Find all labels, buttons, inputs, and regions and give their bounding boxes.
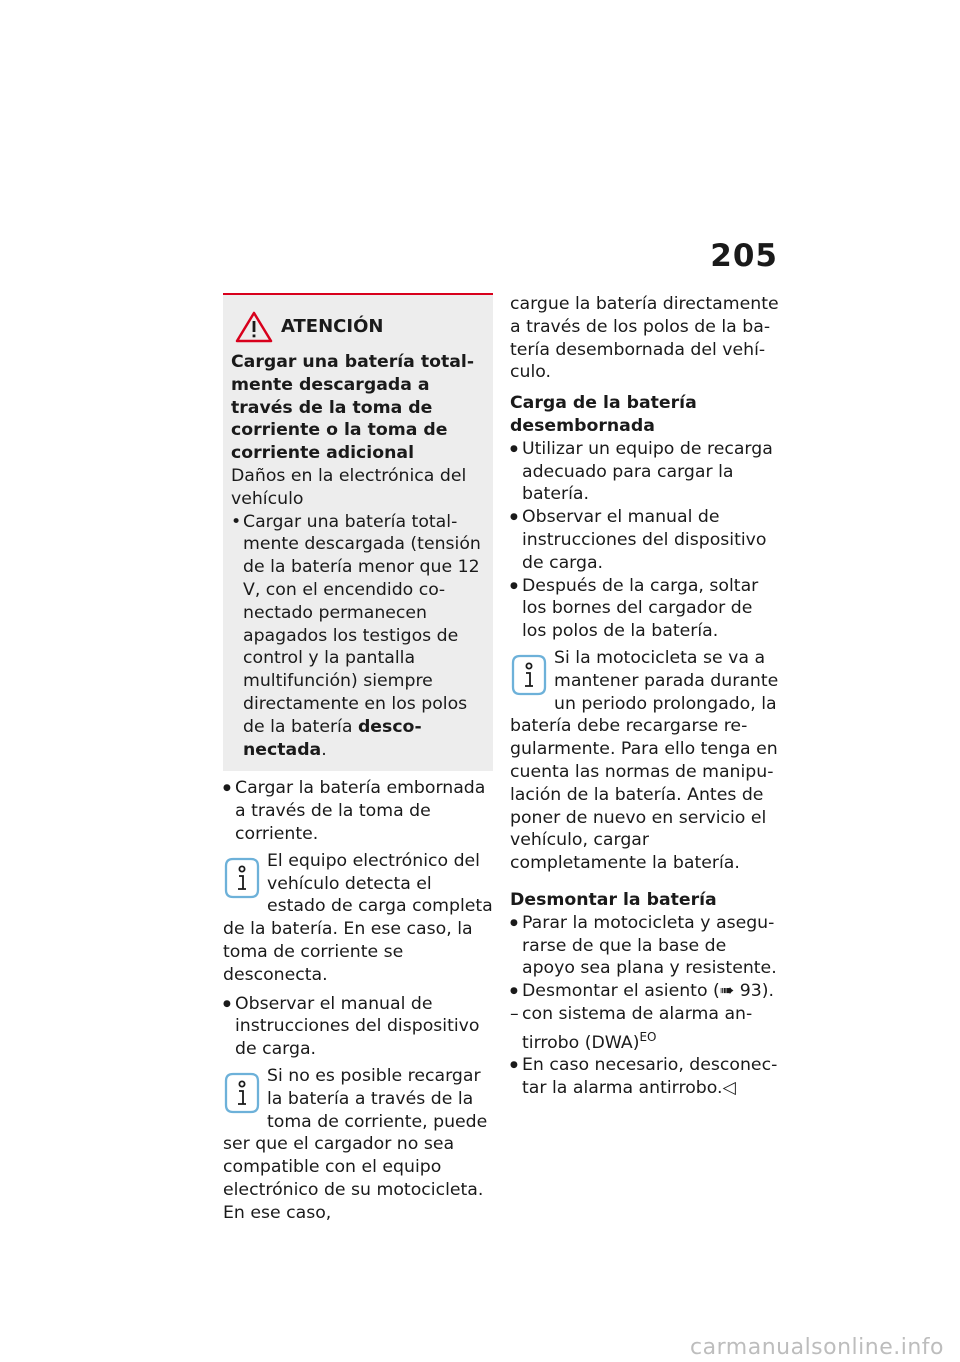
warning-triangle-icon	[235, 311, 273, 343]
info-icon	[223, 1071, 261, 1115]
warning-bullet	[231, 511, 485, 762]
list-item: ● Observar el manual de instrucciones del dispositivo de carga.	[223, 993, 493, 1061]
left-column	[223, 293, 493, 1230]
dash-list	[510, 1003, 780, 1054]
continued-text: cargue la batería directamente a través de los polos de la batería desembornada del vehículo.	[510, 294, 779, 383]
remove-bullets-2	[510, 1054, 780, 1100]
bullet-b-post: 93).	[734, 981, 774, 1002]
list-item: ● Parar la motocicleta y asegurarse de que la base de apoyo sea plana y resistente.	[510, 912, 780, 980]
warning-box	[223, 293, 493, 771]
end-mark-icon: ◁	[722, 1078, 736, 1099]
list-item: ● Utilizar un equipo de recarga adecuado para cargar la batería.	[510, 438, 780, 506]
charge-bullets	[510, 438, 780, 643]
footer-watermark: carmanualsonline.info	[690, 1335, 944, 1360]
warning-bullet-text: Cargar una batería totalmente descargada (tensión de la batería menor que 12 V, con el encendido conectado permanecen apagados los testigos de control y la pantalla multifunción) siempre directamente en los polos de la batería	[243, 511, 481, 737]
info-note-text-2: Si no es posible recargar la batería a través de la toma de corriente, puede ser que el cargador no sea compatible con el equipo electrónico de su motocicleta. En ese caso,	[223, 1065, 488, 1223]
info-note-text-1: El equipo electrónico del vehículo detecta el estado de carga completa de la batería. En ese caso, la toma de corriente se desconecta.	[223, 850, 493, 985]
left-bullets-1	[223, 777, 493, 845]
info-icon	[510, 653, 548, 697]
section-heading-charge: Carga de la batería desembornada	[510, 393, 697, 436]
info-note-1	[223, 850, 493, 987]
list-item: ● Después de la carga, soltar los bornes del cargador de los polos de la batería.	[510, 575, 780, 643]
info-note-2	[223, 1065, 493, 1225]
page-ref-arrow-icon: ➠	[719, 981, 735, 1002]
list-item	[510, 1054, 780, 1100]
list-item: ● Observar el manual de instrucciones del dispositivo de carga.	[510, 506, 780, 574]
warning-title: ATENCIÓN	[281, 315, 384, 337]
list-item	[510, 1003, 780, 1054]
bullet-c-text: En caso necesario, desconectar la alarma antirrobo.	[522, 1055, 778, 1099]
right-column	[510, 293, 780, 1100]
bullet-b-pre: Desmontar el asiento (	[522, 981, 720, 1002]
warning-subtitle: Daños en la electrónica del vehículo	[231, 465, 467, 509]
left-bullets-2	[223, 993, 493, 1061]
list-item: ● Cargar la batería embornada a través de la toma de corriente.	[223, 777, 493, 845]
warning-bullets	[231, 511, 485, 762]
remove-bullets	[510, 912, 780, 1003]
warning-bullet-bold: desconectada	[243, 716, 422, 760]
dash-text: con sistema de alarma antirrobo (DWA)	[522, 1003, 753, 1053]
warning-header	[231, 311, 485, 343]
list-item	[510, 980, 780, 1003]
section-heading-remove: Desmontar la batería	[510, 889, 717, 910]
page-number: 205	[710, 238, 778, 274]
info-note-text-3: Si la motocicleta se va a mantener parada durante un periodo prolongado, la batería debe recargarse regularmente. Para ello tenga en cuenta las normas de manipulación de la batería. Antes de poner de nuevo en servicio el vehículo, cargar completamente la batería.	[510, 647, 779, 874]
dash-sup: EO	[639, 1029, 657, 1044]
warning-heading: Cargar una batería totalmente descargada a través de la toma de corriente o la toma de corriente adicional	[231, 352, 475, 464]
warning-bullet-end: .	[321, 739, 327, 760]
info-note-3	[510, 647, 780, 875]
info-icon	[223, 856, 261, 900]
